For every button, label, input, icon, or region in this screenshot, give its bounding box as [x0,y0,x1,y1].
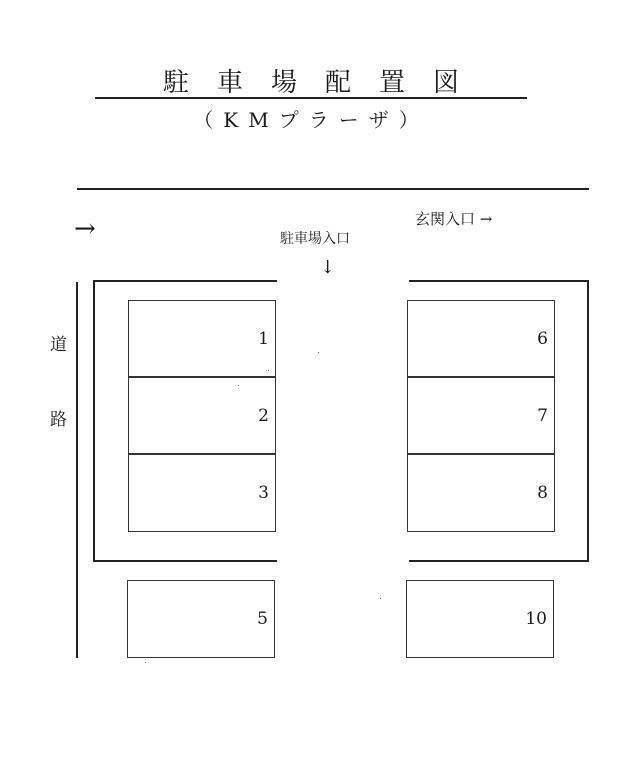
title-underline [95,97,527,99]
scan-speck [238,385,239,386]
scan-speck [268,370,269,371]
scan-speck [318,352,319,353]
slot-number: 8 [537,482,548,503]
scan-speck [380,598,381,599]
parking-slot-3 [128,453,276,532]
scan-speck [145,662,146,663]
top-road-line [77,188,589,190]
slot-number: 2 [258,405,269,426]
page-subtitle: （KMプラーザ） [193,108,429,132]
slot-number: 6 [537,329,548,349]
parking-slot-6 [407,300,555,378]
parking-slot-8 [407,453,555,532]
road-label-char-2: 路 [50,410,67,430]
parking-slot-7 [407,376,555,455]
slot-number: 3 [258,482,269,503]
parking-slot-10 [406,580,554,658]
down-arrow-icon: ↓ [320,257,336,278]
page-title: 駐車場配置図 [162,68,487,98]
slot-number: 5 [257,609,268,629]
slot-number: 10 [525,609,547,629]
entrance-label: 玄関入口 → [415,210,493,228]
slot-number: 7 [537,405,548,426]
parking-entrance-label: 駐車場入口 [280,231,350,247]
parking-slot-2 [128,376,276,455]
parking-slot-1 [128,300,276,378]
slot-number: 1 [258,329,269,349]
parking-slot-5 [127,580,275,658]
side-road-line [76,282,78,658]
traffic-arrow-icon: → [74,214,96,244]
road-label-char-1: 道 [50,335,67,355]
